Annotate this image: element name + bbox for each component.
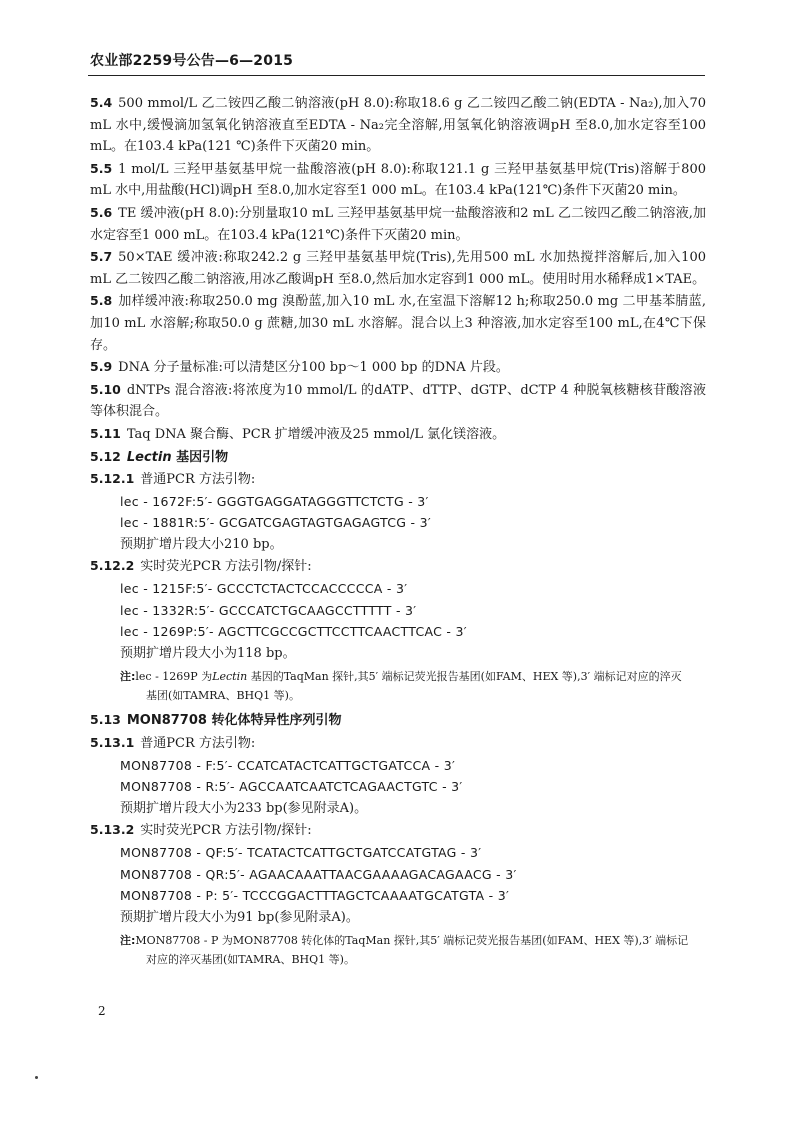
note-mon87708-probe: 注:MON87708 - P 为MON87708 转化体的TaqMan 探针,其5′ 端标记荧光报告基团(如FAM、HEX 等),3′ 端标记 对应的淬灭基团(如TAMRA、BHQ1 等)。 [120, 934, 689, 967]
primer-sequence: MON87708 - R:5′- AGCCAATCAATCTCAGAACTGTC - 3′ [120, 779, 463, 795]
primer-sequence: MON87708 - QR:5′- AGAACAAATTAACGAAAAGACAGAACG - 3′ [120, 866, 517, 882]
section-5-11: 5.11 Taq DNA 聚合酶、PCR 扩增缓冲液及25 mmol/L 氯化镁溶液。 [90, 425, 506, 442]
section-5-12-1-heading: 5.12.1 普通PCR 方法引物: [90, 471, 256, 488]
amplicon-size-5-12-1: 预期扩增片段大小210 bp。 [120, 536, 283, 552]
section-5-12-2-heading: 5.12.2 实时荧光PCR 方法引物/探针: [90, 558, 312, 575]
note-lectin-probe: 注:lec - 1269P 为Lectin 基因的TaqMan 探针,其5′ 端标记荧光报告基团(如FAM、HEX 等),3′ 端标记对应的淬灭 基团(如TAMRA、BHQ1 等)。 [120, 670, 682, 703]
section-5-13-1-heading: 5.13.1 普通PCR 方法引物: [90, 735, 256, 752]
primer-sequence: MON87708 - QF:5′- TCATACTCATTGCTGATCCATGTAG - 3′ [120, 845, 482, 860]
section-5-6: 5.6 TE 缓冲液(pH 8.0):分别量取10 mL 三羟甲基氨基甲烷一盐酸溶液和2 mL 乙二铵四乙酸二钠溶液,加水定容至1 000 mL。在103.4 kPa(121℃)条件下灭菌20 min。 [90, 204, 706, 243]
primer-sequence: lec - 1672F:5′- GGGTGAGGATAGGGTTCTCTG - 3′ [120, 493, 429, 509]
amplicon-size-5-13-2: 预期扩增片段大小为91 bp(参见附录A)。 [120, 909, 359, 925]
section-5-8: 5.8 加样缓冲液:称取250.0 mg 溴酚蓝,加入10 mL 水,在室温下溶解12 h;称取250.0 mg 二甲基苯腈蓝,加10 mL 水溶解;称取50.0 g 蔗糖,加30 mL 水溶解。混合以上3 种溶液,加水定容至100 mL,在4℃下保存。 [90, 293, 706, 353]
page-number: 2 [98, 1004, 106, 1018]
section-5-7: 5.7 50×TAE 缓冲液:称取242.2 g 三羟甲基氨基甲烷(Tris),先用500 mL 水加热搅拌溶解后,加入100 mL 乙二铵四乙酸二钠溶液,用冰乙酸调pH 至8.0,然后加水定容到1 000 mL。使用时用水稀释成1×TAE。 [90, 249, 706, 287]
section-5-13-2-heading: 5.13.2 实时荧光PCR 方法引物/探针: [90, 822, 312, 839]
section-5-9: 5.9 DNA 分子量标准:可以清楚区分100 bp～1 000 bp 的DNA 片段。 [90, 359, 509, 376]
primer-list-5-12-1 [90, 491, 706, 534]
section-5-5: 5.5 1 mol/L 三羟甲基氨基甲烷一盐酸溶液(pH 8.0):称取121.1 g 三羟甲基氨基甲烷(Tris)溶解于800 mL 水中,用盐酸(HCl)调pH 至8.0,加水定容至1 000 mL。在103.4 kPa(121℃)条件下灭菌20 min。 [90, 160, 706, 199]
primer-sequence: lec - 1269P:5′- AGCTTCGCCGCTTCCTTCAACTTCAC - 3′ [120, 624, 467, 640]
primer-sequence: MON87708 - F:5′- CCATCATACTCATTGCTGATCCA - 3′ [120, 757, 456, 773]
document-body [90, 92, 706, 973]
page-header-title: 农业部2259号公告—6—2015 [90, 53, 294, 69]
section-5-12-heading: 5.12 Lectin 基因引物 [90, 448, 229, 465]
section-5-13-heading: 5.13 MON87708 转化体特异性序列引物 [90, 712, 342, 729]
primer-list-5-13-1 [90, 755, 706, 798]
amplicon-size-5-13-1: 预期扩增片段大小为233 bp(参见附录A)。 [120, 800, 368, 816]
header-divider [88, 75, 705, 76]
primer-sequence: lec - 1881R:5′- GCGATCGAGTAGTGAGAGTCG - 3′ [120, 515, 431, 531]
scan-mark [35, 1076, 38, 1079]
primer-sequence: MON87708 - P: 5′- TCCCGGACTTTAGCTCAAAATGCATGTA - 3′ [120, 888, 510, 904]
section-5-4: 5.4 500 mmol/L 乙二铵四乙酸二钠溶液(pH 8.0):称取18.6 g 乙二铵四乙酸二钠(EDTA - Na₂),加入70 mL 水中,缓慢滴加氢氧化钠溶液直至EDTA - Na₂完全溶解,用氢氧化钠溶液调pH 至8.0,加水定容至100 mL。在103.4 kPa(121 ℃)条件下灭菌20 min。 [90, 95, 706, 155]
primer-sequence: lec - 1215F:5′- GCCCTCTACTCCACCCCCA - 3′ [120, 581, 408, 597]
primer-list-5-13-2 [90, 842, 706, 907]
primer-sequence: lec - 1332R:5′- GCCCATCTGCAAGCCTTTTT - 3′ [120, 602, 417, 618]
amplicon-size-5-12-2: 预期扩增片段大小为118 bp。 [120, 645, 296, 661]
section-5-10: 5.10 dNTPs 混合溶液:将浓度为10 mmol/L 的dATP、dTTP、dGTP、dCTP 4 种脱氧核糖核苷酸溶液等体积混合。 [90, 381, 706, 420]
primer-list-5-12-2 [90, 578, 706, 643]
